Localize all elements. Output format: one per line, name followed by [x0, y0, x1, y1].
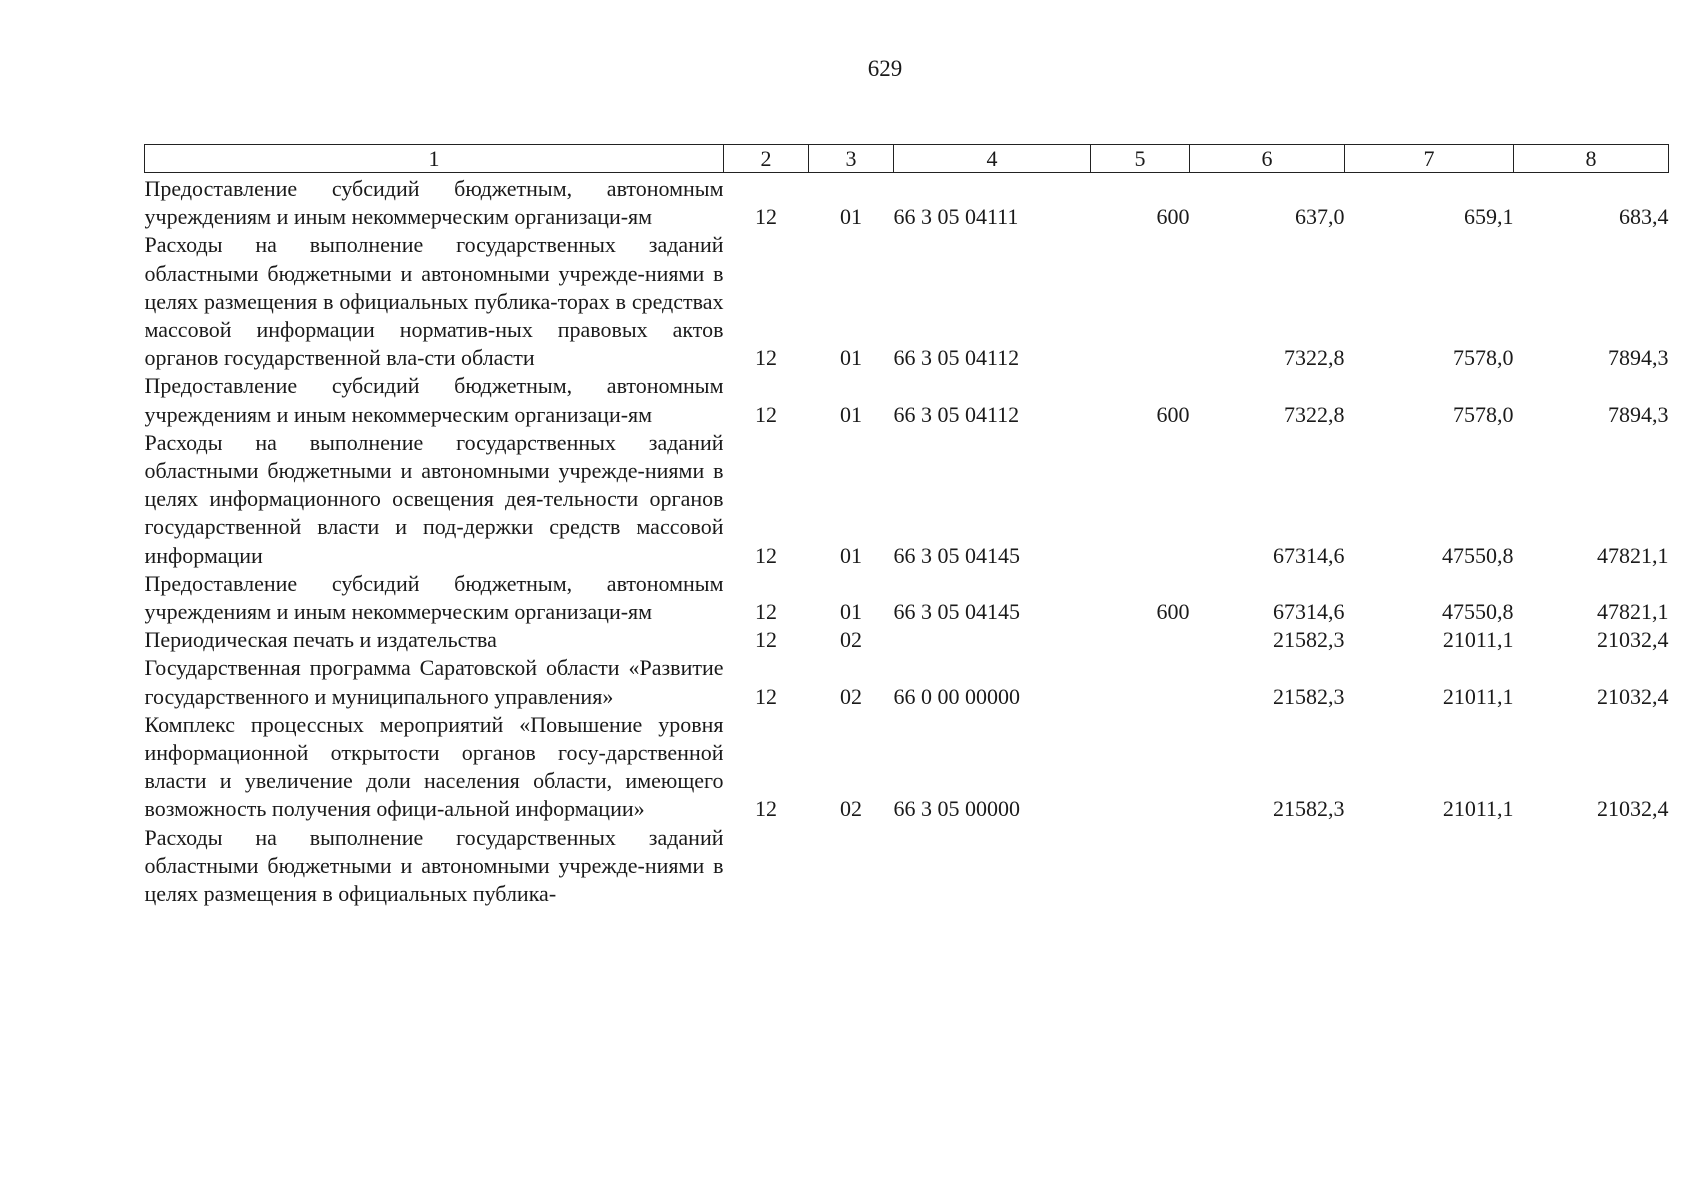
column-header-6: 6: [1190, 145, 1345, 173]
cell-col6: 7322,8: [1284, 401, 1345, 427]
cell-col5: [1091, 429, 1190, 570]
row-name: Расходы на выполнение государственных заданий областными бюджетными и автономными учрежде-ниями в целях информационного освещения дея-тельности органов государственной власти и под-держки средств массовой информации: [144, 429, 724, 568]
cell-col4: [894, 824, 1091, 909]
cell-col7: 21011,1: [1442, 796, 1514, 822]
cell-col2: 12: [755, 204, 777, 230]
column-header-5: 5: [1091, 145, 1190, 173]
cell-col4: 66 3 05 00000: [893, 796, 1020, 822]
cell-col7: 21011,1: [1442, 683, 1514, 709]
cell-col2: 12: [755, 401, 777, 427]
row-name: Предоставление субсидий бюджетным, автономным учреждениям и иным некоммерческим организаци-ям: [144, 570, 724, 625]
cell-col5: [1091, 231, 1190, 372]
cell-col3: 01: [840, 345, 862, 371]
cell-col5: 600: [1156, 599, 1190, 625]
cell-col4: 66 3 05 04145: [893, 542, 1020, 568]
cell-col4: 66 3 05 04112: [893, 401, 1020, 427]
cell-col6: 67314,6: [1273, 599, 1345, 625]
cell-col4: 66 0 00 00000: [893, 683, 1020, 709]
cell-col2: 12: [755, 683, 777, 709]
cell-col6: 21582,3: [1273, 627, 1345, 653]
table-row: [145, 173, 1669, 232]
cell-col4: 66 3 05 04111: [893, 204, 1019, 230]
table-row: [145, 626, 1669, 654]
cell-col5: 600: [1156, 401, 1190, 427]
column-header-3: 3: [809, 145, 894, 173]
table-row: [145, 711, 1669, 824]
cell-col3: [809, 824, 894, 909]
row-name: Периодическая печать и издательства: [144, 627, 497, 653]
cell-col8: 7894,3: [1608, 401, 1669, 427]
cell-col5: 600: [1156, 204, 1190, 230]
row-name: Предоставление субсидий бюджетным, автономным учреждениям и иным некоммерческим организаци-ям: [144, 373, 724, 427]
cell-col2: 12: [755, 627, 777, 653]
table-row: [145, 429, 1669, 570]
table-row: [145, 372, 1669, 428]
cell-col6: [1190, 824, 1345, 909]
cell-col6: 637,0: [1295, 204, 1345, 230]
header-row: [145, 145, 1669, 173]
table-row: [145, 654, 1669, 710]
row-name: Расходы на выполнение государственных заданий областными бюджетными и автономными учрежде-ниями в целях размещения в официальных публика-торах в средствах массовой информации норматив-ных правовых актов органов государственной вла-сти области: [144, 232, 724, 371]
cell-col8: [1514, 824, 1669, 909]
cell-col7: 7578,0: [1453, 401, 1514, 427]
cell-col8: 47821,1: [1597, 599, 1669, 625]
cell-col2: 12: [755, 599, 777, 625]
cell-col2: 12: [755, 345, 777, 371]
cell-col7: [1345, 824, 1514, 909]
cell-col7: 47550,8: [1442, 599, 1514, 625]
column-header-4: 4: [894, 145, 1091, 173]
budget-table: [144, 144, 1669, 908]
cell-col3: 02: [840, 683, 862, 709]
row-name: Государственная программа Саратовской области «Развитие государственного и муниципального управления»: [144, 655, 724, 709]
cell-col7: 659,1: [1464, 204, 1514, 230]
column-header-8: 8: [1514, 145, 1669, 173]
cell-col2: 12: [755, 542, 777, 568]
cell-col3: 01: [840, 204, 862, 230]
table-row: [145, 231, 1669, 372]
cell-col3: 02: [840, 627, 862, 653]
column-header-2: 2: [724, 145, 809, 173]
cell-col7: 7578,0: [1453, 345, 1514, 371]
cell-col4: 66 3 05 04145: [893, 599, 1020, 625]
cell-col5: [1091, 626, 1190, 654]
page-number: 629: [867, 56, 903, 81]
cell-col3: 01: [840, 599, 862, 625]
cell-col3: 01: [840, 542, 862, 568]
cell-col6: 21582,3: [1273, 683, 1345, 709]
cell-col4: 66 3 05 04112: [893, 345, 1020, 371]
row-name: Предоставление субсидий бюджетным, автономным учреждениям и иным некоммерческим организаци-ям: [144, 176, 724, 230]
cell-col7: 47550,8: [1442, 542, 1514, 568]
cell-col6: 7322,8: [1284, 345, 1345, 371]
cell-col4: [894, 626, 1091, 654]
cell-col5: [1091, 824, 1190, 909]
cell-col8: 21032,4: [1597, 683, 1669, 709]
cell-col2: 12: [755, 796, 777, 822]
column-header-7: 7: [1345, 145, 1514, 173]
table-row: [145, 824, 1669, 909]
cell-col8: 47821,1: [1597, 542, 1669, 568]
cell-col8: 683,4: [1619, 204, 1669, 230]
cell-col5: [1091, 711, 1190, 824]
cell-col5: [1091, 654, 1190, 710]
cell-col8: 21032,4: [1597, 796, 1669, 822]
cell-col3: 01: [840, 401, 862, 427]
cell-col8: 21032,4: [1597, 627, 1669, 653]
cell-col3: 02: [840, 796, 862, 822]
cell-col6: 21582,3: [1273, 796, 1345, 822]
row-name: Комплекс процессных мероприятий «Повышение уровня информационной открытости органов госу-дарственной власти и увеличение доли населения области, имеющего возможность получения офици-альной информации»: [144, 711, 724, 822]
cell-col7: 21011,1: [1442, 627, 1514, 653]
cell-col8: 7894,3: [1608, 345, 1669, 371]
row-name: Расходы на выполнение государственных заданий областными бюджетными и автономными учрежде-ниями в целях размещения в официальных публика-: [144, 824, 724, 907]
column-header-1: 1: [145, 145, 724, 173]
cell-col2: [724, 824, 809, 909]
table-row: [145, 570, 1669, 626]
cell-col6: 67314,6: [1273, 542, 1345, 568]
